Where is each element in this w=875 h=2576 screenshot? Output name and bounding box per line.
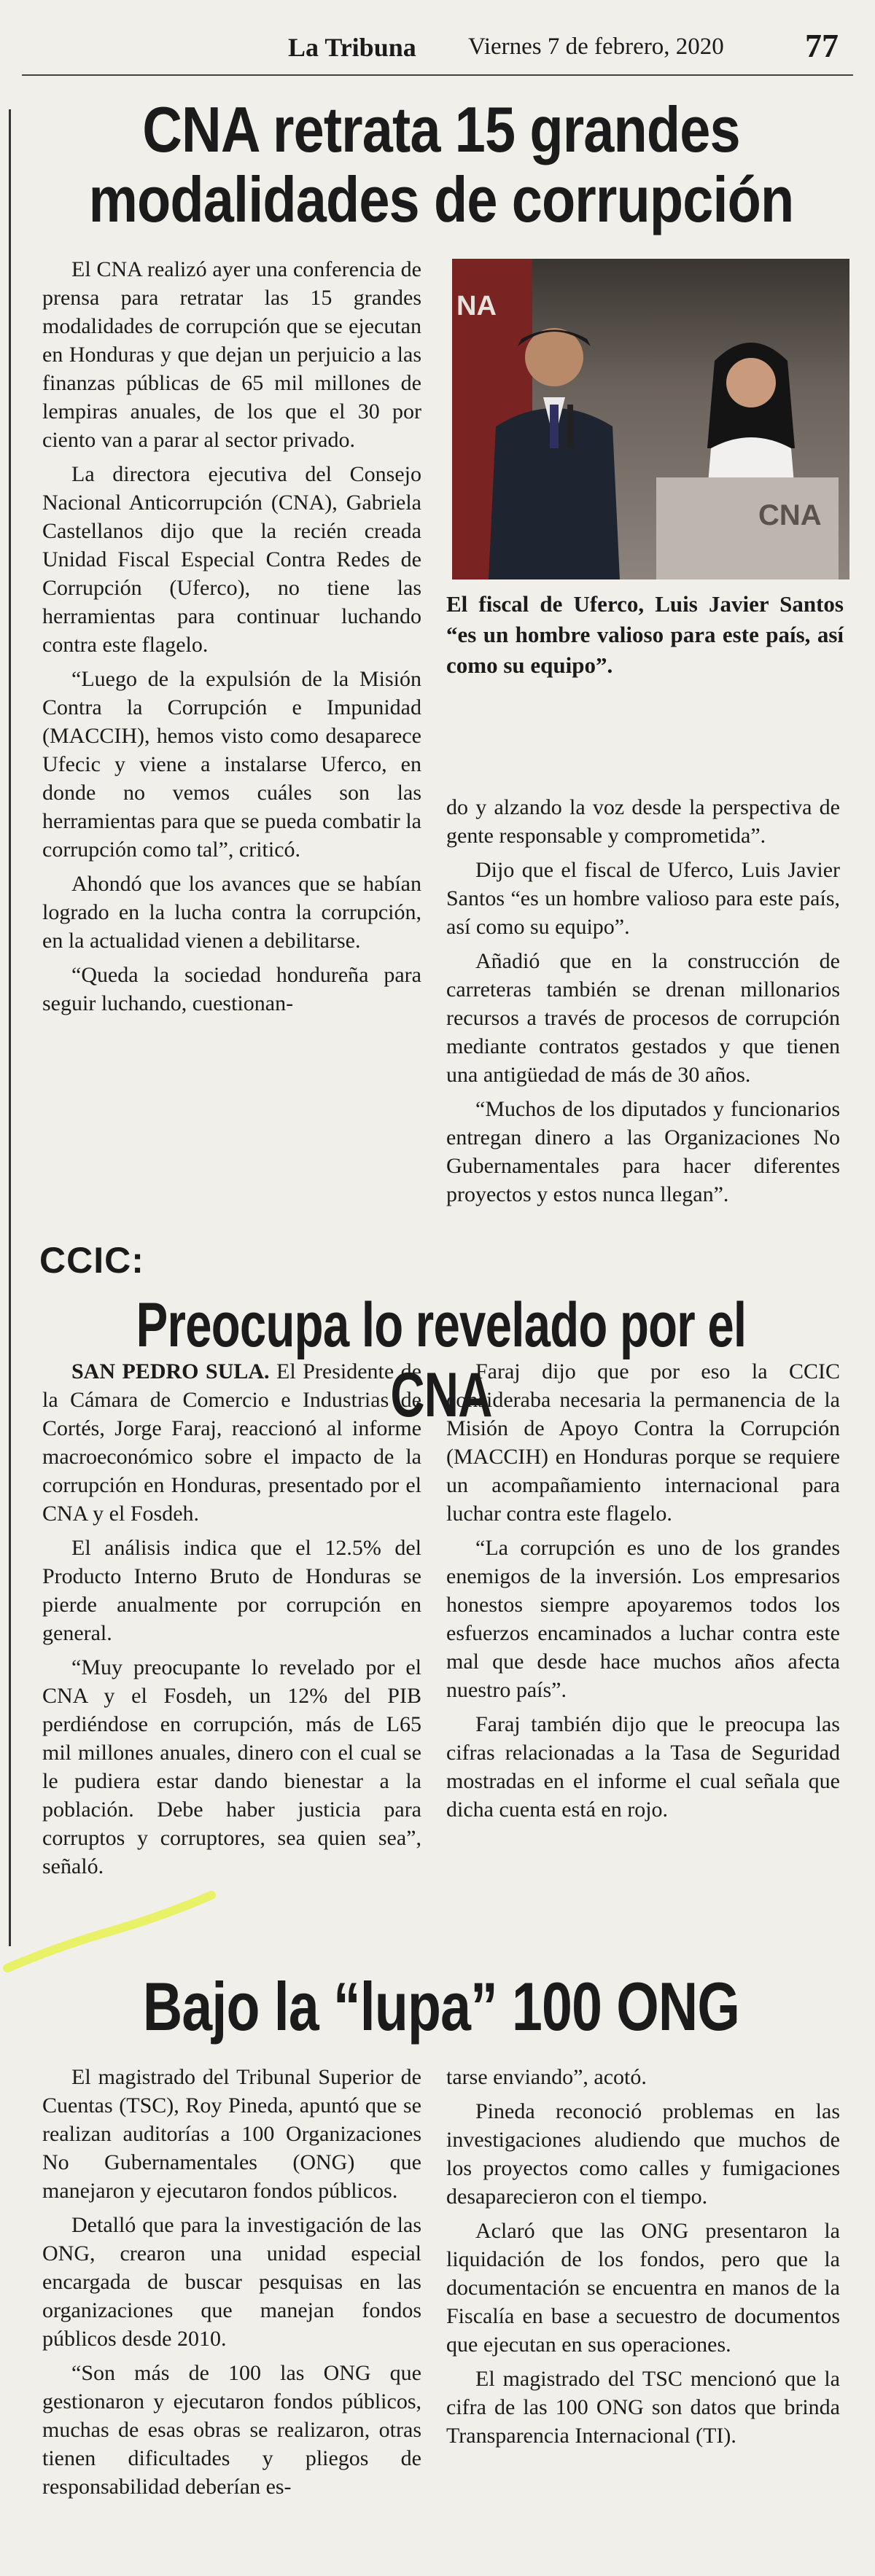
paragraph: Dijo que el fiscal de Uferco, Luis Javier Santos “es un hombre valioso para este país, así como su equipo”. <box>446 858 840 939</box>
page-header <box>22 22 853 76</box>
paragraph: La directora ejecutiva del Consejo Nacional Anticorrupción (CNA), Gabriela Castellanos dijo que la recién creada Unidad Fiscal Especial Contra Redes de Corrupción (Uferco), no tiene las herramientas para continuar luchando contra este flagelo. <box>42 462 421 657</box>
paragraph: do y alzando la voz desde la perspectiva de gente responsable y comprometida”. <box>446 795 840 848</box>
paragraph: “La corrupción es uno de los grandes enemigos de la inversión. Los empresarios honestos siempre apoyaremos todos los esfuerzos encaminados a luchar contra este mal que desde hace muchos años afecta nuestro país”. <box>446 1536 840 1702</box>
column-rule <box>9 109 11 1946</box>
article2-headline: Preocupa lo revelado por el CNA <box>136 1290 747 1430</box>
paragraph: Detalló que para la investigación de las ONG, crearon una unidad especial encargada de buscar pesquisas en las organizaciones que manejan fondos públicos desde 2010. <box>42 2213 421 2351</box>
article3-column-1 <box>42 2063 421 2507</box>
photo-caption: El fiscal de Uferco, Luis Javier Santos “es un hombre valioso para este país, así como su equipo”. <box>446 591 844 678</box>
publication-name: La Tribuna <box>288 33 416 62</box>
article3-headline: Bajo la “lupa” 100 ONG <box>142 1968 740 2045</box>
paragraph: El CNA realizó ayer una conferencia de prensa para retratar las 15 grandes modalidades de corrupción que se ejecutan en Honduras y que dejan un perjuicio a las finanzas públicas de 65 mil millones de lempiras anuales, de los que el 30 por ciento van a parar al sector privado. <box>42 257 421 452</box>
paragraph: El análisis indica que el 12.5% del Producto Interno Bruto de Honduras se pierde anualmente por corrupción en general. <box>42 1536 421 1645</box>
press-conference-photo <box>452 259 849 579</box>
paragraph: Ahondó que los avances que se habían logrado en la lucha contra la corrupción, en la actualidad vienen a debilitarse. <box>42 872 421 953</box>
dateline: SAN PEDRO SULA. <box>71 1359 270 1383</box>
paragraph: Añadió que en la construcción de carreteras también se drenan millonarios recursos a través de procesos de corrupción mediante contratos gestados y que tienen una antigüedad de más de 30 años. <box>446 949 840 1087</box>
photo-logo-right: CNA <box>758 499 822 531</box>
paragraph: Pineda reconoció problemas en las investigaciones aludiendo que muchos de los proyectos como calles y fumigaciones desaparecieron con el tiempo. <box>446 2099 840 2209</box>
article2-column-2 <box>446 1357 840 1830</box>
lead-text: El Presidente de la Cámara de Comercio e Industrias de Cortés, Jorge Faraj, reaccionó al informe macroeconómico sobre el impacto de la corrupción en Honduras, presentado por el CNA y el Fosdeh. <box>42 1359 421 1526</box>
paragraph: Faraj también dijo que le preocupa las cifras relacionadas a la Tasa de Seguridad mostradas en el informe el cual señala que dicha cuenta está en rojo. <box>446 1712 840 1822</box>
paragraph: El magistrado del Tribunal Superior de Cuentas (TSC), Roy Pineda, apuntó que se realizan auditorías a 100 Organizaciones No Gubernamentales (ONG) que manejaron y ejecutaron fondos públicos. <box>42 2065 421 2203</box>
article1-column-2 <box>446 793 840 1214</box>
paragraph: “Son más de 100 las ONG que gestionaron y ejecutaron fondos públicos, muchas de esas obras se realizaron, otras tienen dificultades y pliegos de responsabilidad deberían es- <box>42 2361 421 2499</box>
page-number: 77 <box>805 27 839 64</box>
paragraph: Faraj dijo que por eso la CCIC consideraba necesaria la permanencia de la Misión de Apoyo Contra la Corrupción (MACCIH) en Honduras porque se requiere un acompañamiento internacional para luchar contra este flagelo. <box>446 1359 840 1526</box>
paragraph: “Muchos de los diputados y funcionarios entregan dinero a las Organizaciones No Gubernamentales para hacer diferentes proyectos y estos nunca llegan”. <box>446 1097 840 1206</box>
article2-column-1 <box>42 1357 421 1886</box>
issue-date: Viernes 7 de febrero, 2020 <box>468 34 724 60</box>
article2-kicker: CCIC: <box>39 1240 144 1281</box>
paragraph: tarse enviando”, acotó. <box>446 2065 647 2089</box>
article3-column-2 <box>446 2063 840 2456</box>
article1-headline: CNA retrata 15 grandes modalidades de corrupción <box>88 93 794 235</box>
paragraph: “Luego de la expulsión de la Misión Contra la Corrupción e Impunidad (MACCIH), hemos visto como desaparece Ufecic y viene a instalarse Uferco, en donde no vemos cuáles son las herramientas para que se pueda combatir la corrupción como tal”, criticó. <box>42 667 421 862</box>
paragraph: “Muy preocupante lo revelado por el CNA y el Fosdeh, un 12% del PIB perdiéndose en corrupción, más de L65 mil millones anuales, dinero con el cual se le pudiera estar dando bienestar a la población. Debe haber justicia para corruptos y corruptores, sea quien sea”, señaló. <box>42 1655 421 1878</box>
highlighter-mark <box>0 1881 219 1983</box>
paragraph: Aclaró que las ONG presentaron la liquidación de los fondos, pero que la documentación se encuentra en manos de la Fiscalía en base a secuestro de documentos que ejecutan en sus operaciones. <box>446 2219 840 2357</box>
article1-column-1 <box>42 255 421 1023</box>
paragraph: El magistrado del TSC mencionó que la cifra de las 100 ONG son datos que brinda Transparencia Internacional (TI). <box>446 2367 840 2448</box>
lead-paragraph <box>42 1357 421 1528</box>
paragraph: “Queda la sociedad hondureña para seguir luchando, cuestionan- <box>42 963 421 1015</box>
photo-logo-left: NA <box>456 291 497 321</box>
speaker-figure <box>474 317 634 579</box>
